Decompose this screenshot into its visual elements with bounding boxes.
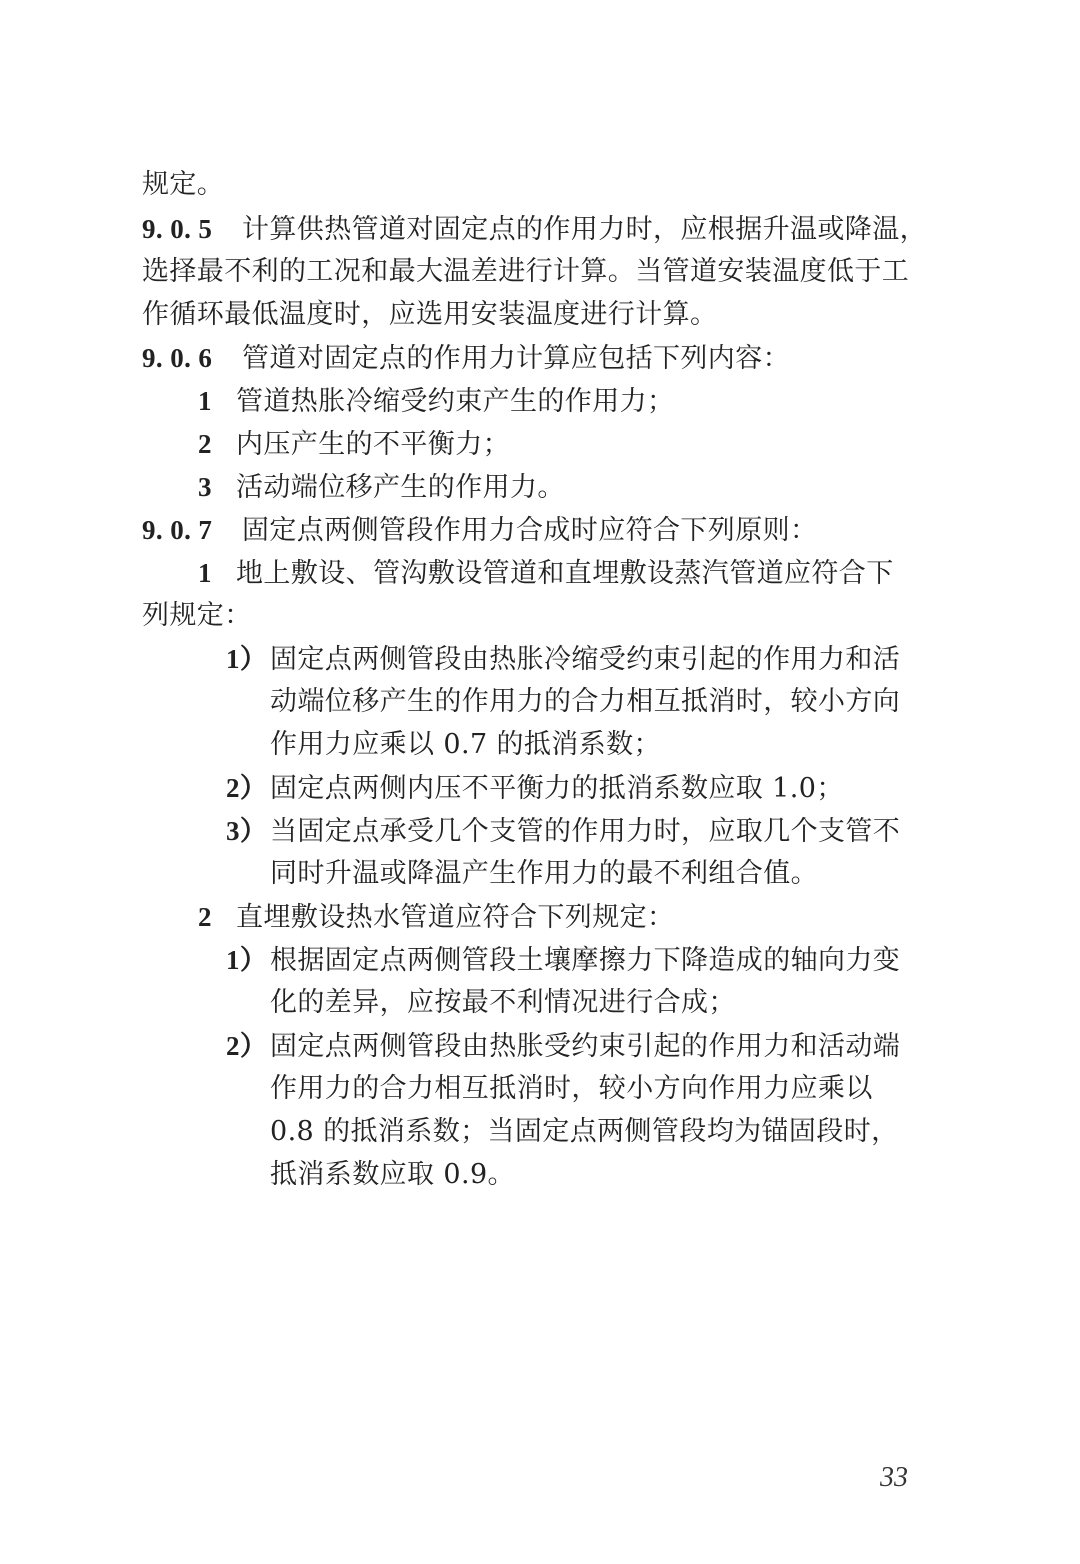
clause-number: 9. 0. 6 <box>142 343 213 373</box>
clause-number: 9. 0. 7 <box>142 515 213 545</box>
sub-item-continuation: 作用力应乘以 0.7 的抵消系数； <box>270 729 661 760</box>
sub-item-continuation: 作用力的合力相互抵消时，较小方向作用力应乘以 <box>270 1073 873 1104</box>
clause-9-0-6 <box>142 336 790 380</box>
sub-item-continuation: 抵消系数应取 0.9。 <box>270 1159 515 1190</box>
sub-item: 2）固定点两侧管段由热胀受约束引起的作用力和活动端 <box>226 1031 901 1062</box>
sub-item-continuation: 0.8 的抵消系数；当固定点两侧管段均为锚固段时， <box>270 1116 899 1147</box>
sub-item-continuation: 动端位移产生的作用力的合力相互抵消时，较小方向 <box>270 686 901 717</box>
clause-text: 固定点两侧管段作用力合成时应符合下列原则： <box>242 515 818 546</box>
list-item: 1 地上敷设、管沟敷设管道和直埋敷设蒸汽管道应符合下 <box>198 558 894 589</box>
list-item: 2 内压产生的不平衡力； <box>198 429 510 460</box>
sub-item: 3）当固定点承受几个支管的作用力时，应取几个支管不 <box>226 816 901 847</box>
clause-9-0-7 <box>142 508 817 552</box>
clause-9-0-5 <box>142 207 927 251</box>
sub-item: 2）固定点两侧内压不平衡力的抵消系数应取 1.0； <box>226 773 844 804</box>
clause-number: 9. 0. 5 <box>142 214 213 244</box>
sub-item-continuation: 化的差异，应按最不利情况进行合成； <box>270 987 736 1018</box>
list-item-continuation: 列规定： <box>142 600 252 631</box>
page-number: 33 <box>880 1462 908 1493</box>
sub-item: 1）根据固定点两侧管段土壤摩擦力下降造成的轴向力变 <box>226 945 901 976</box>
list-item: 2 直埋敷设热水管道应符合下列规定： <box>198 902 675 933</box>
clause-9-0-5-line2: 选择最不利的工况和最大温差进行计算。当管道安装温度低于工 <box>142 256 910 287</box>
clause-text: 管道对固定点的作用力计算应包括下列内容： <box>242 343 790 374</box>
clause-text: 计算供热管道对固定点的作用力时，应根据升温或降温， <box>242 214 927 245</box>
continuation-text: 规定。 <box>142 169 225 200</box>
clause-9-0-5-line3: 作循环最低温度时，应选用安装温度进行计算。 <box>142 299 718 330</box>
list-item: 1 管道热胀冷缩受约束产生的作用力； <box>198 386 675 417</box>
list-item: 3 活动端位移产生的作用力。 <box>198 472 565 503</box>
sub-item: 1）固定点两侧管段由热胀冷缩受约束引起的作用力和活 <box>226 644 901 675</box>
sub-item-continuation: 同时升温或降温产生作用力的最不利组合值。 <box>270 858 818 889</box>
